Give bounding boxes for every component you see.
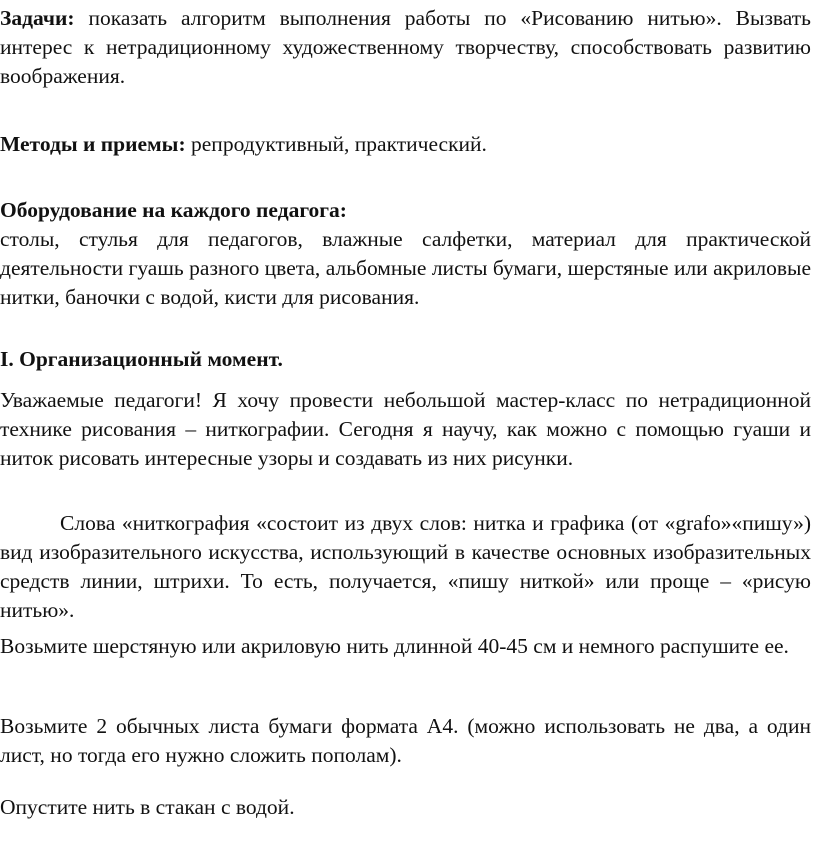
section1-p3-block bbox=[0, 632, 811, 661]
equipment-heading: Оборудование на каждого педагога: bbox=[0, 198, 347, 222]
section1-paragraph-1: Уважаемые педагоги! Я хочу провести небольшой мастер-класс по нетрадиционной технике рисования – ниткографии. Сегодня я научу, как можно с помощью гуаши и ниток рисовать интересные узоры и создавать из них рисунки. bbox=[0, 388, 811, 470]
tasks-label: Задачи: bbox=[0, 6, 75, 30]
tasks-paragraph bbox=[0, 4, 811, 91]
section1-p4-block bbox=[0, 712, 811, 770]
section1-paragraph-5: Опустите нить в стакан с водой. bbox=[0, 795, 295, 819]
methods-paragraph bbox=[0, 130, 811, 159]
equipment-section bbox=[0, 196, 811, 312]
section1-p1-block bbox=[0, 386, 811, 473]
equipment-text: столы, стулья для педагогов, влажные салфетки, материал для практической деятельности гуашь разного цвета, альбомные листы бумаги, шерстяные или акриловые нитки, баночки с водой, кисти для рисования. bbox=[0, 227, 811, 309]
section1-p2-block bbox=[0, 509, 811, 625]
section1-paragraph-2: Слова «ниткография «состоит из двух слов: нитка и графика (от «grafo»«пишу») вид изобразительного искусства, использующий в качестве основных изобразительных средств линии, штрихи. То есть, получается, «пишу ниткой» или проще – «рисую нитью». bbox=[0, 511, 811, 622]
methods-label: Методы и приемы: bbox=[0, 132, 186, 156]
methods-text: репродуктивный, практический. bbox=[185, 132, 487, 156]
section1-p5-block bbox=[0, 793, 811, 822]
section1-paragraph-4: Возьмите 2 обычных листа бумаги формата А4. (можно использовать не два, а один лист, но тогда его нужно сложить пополам). bbox=[0, 714, 811, 767]
section1-paragraph-3: Возьмите шерстяную или акриловую нить длинной 40-45 см и немного распушите ее. bbox=[0, 634, 789, 658]
tasks-text: показать алгоритм выполнения работы по «Рисованию нитью». Вызвать интерес к нетрадиционному художественному творчеству, способствовать развитию воображения. bbox=[0, 6, 811, 88]
section1-heading-block bbox=[0, 345, 811, 374]
section1-heading: I. Организационный момент. bbox=[0, 347, 283, 371]
